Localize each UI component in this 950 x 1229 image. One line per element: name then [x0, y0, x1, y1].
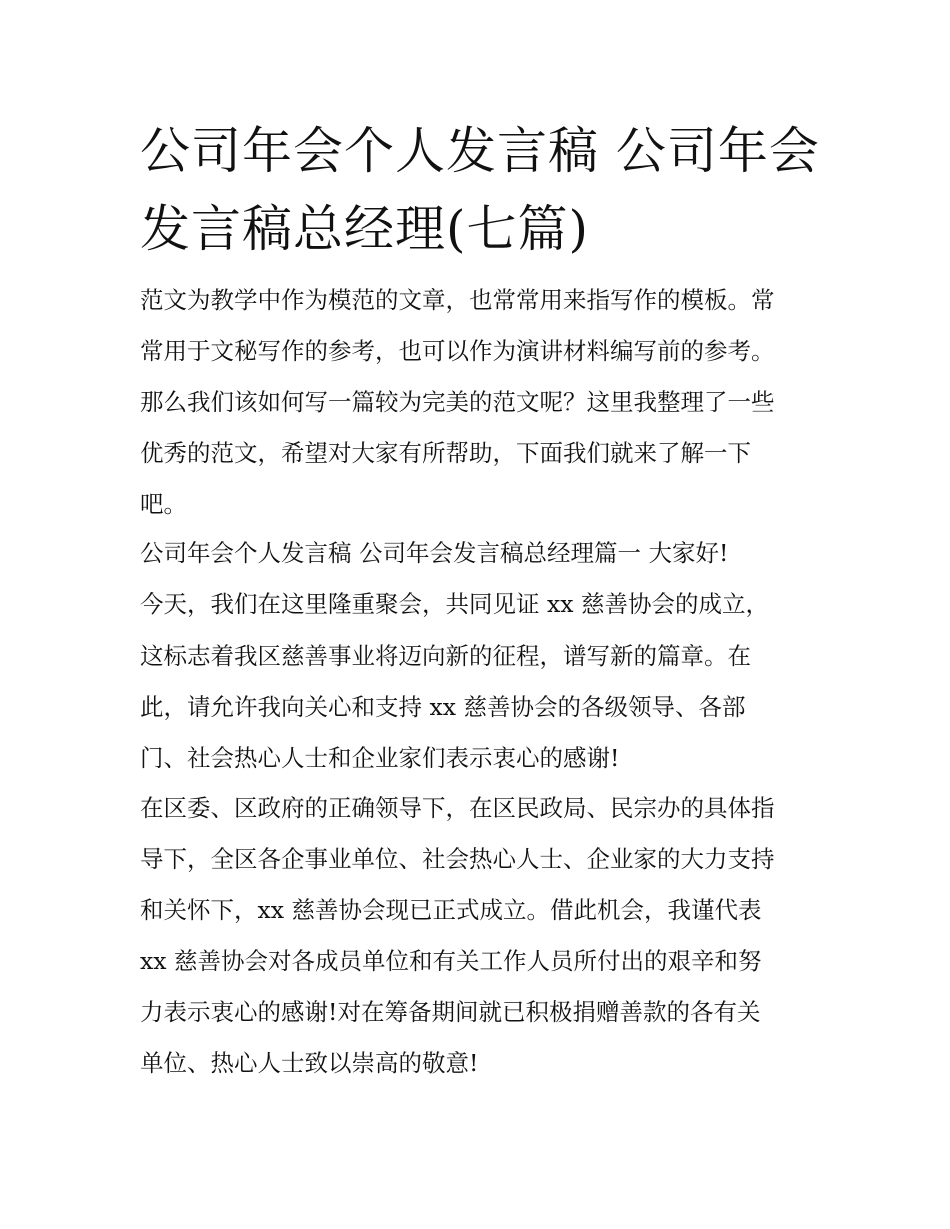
body-line: 优秀的范文，希望对大家有所帮助，下面我们就来了解一下	[140, 439, 751, 467]
body-line: 在区委、区政府的正确领导下，在区民政局、民宗办的具体指	[140, 794, 775, 822]
body-line: 常用于文秘写作的参考，也可以作为演讲材料编写前的参考。	[140, 337, 775, 365]
body-line: 今天，我们在这里隆重聚会，共同见证 xx 慈善协会的成立，	[140, 590, 769, 618]
body-line: 范文为教学中作为模范的文章，也常常用来指写作的模板。常	[140, 286, 775, 314]
body-line: 单位、热心人士致以崇高的敬意!	[140, 1049, 479, 1077]
title-line-2: 发言稿总经理(七篇)	[140, 200, 590, 258]
body-line: 导下，全区各企事业单位、社会热心人士、企业家的大力支持	[140, 845, 775, 873]
title-line-1: 公司年会个人发言稿 公司年会	[140, 122, 820, 180]
body-line: 吧。	[140, 490, 187, 518]
body-line: 和关怀下，xx 慈善协会现已正式成立。借此机会，我谨代表	[140, 896, 762, 924]
body-line: 门、社会热心人士和企业家们表示衷心的感谢!	[140, 744, 620, 772]
body-line: 此，请允许我向关心和支持 xx 慈善协会的各级领导、各部	[140, 693, 746, 721]
body-line: xx 慈善协会对各成员单位和有关工作人员所付出的艰辛和努	[140, 947, 762, 975]
document-title	[140, 112, 820, 268]
body-line: 力表示衷心的感谢!对在筹备期间就已积极捐赠善款的各有关	[140, 998, 761, 1026]
body-line: 这标志着我区慈善事业将迈向新的征程，谱写新的篇章。在	[140, 642, 751, 670]
body-line: 公司年会个人发言稿 公司年会发言稿总经理篇一 大家好!	[140, 539, 729, 567]
body-line: 那么我们该如何写一篇较为完美的范文呢？这里我整理了一些	[140, 388, 775, 416]
